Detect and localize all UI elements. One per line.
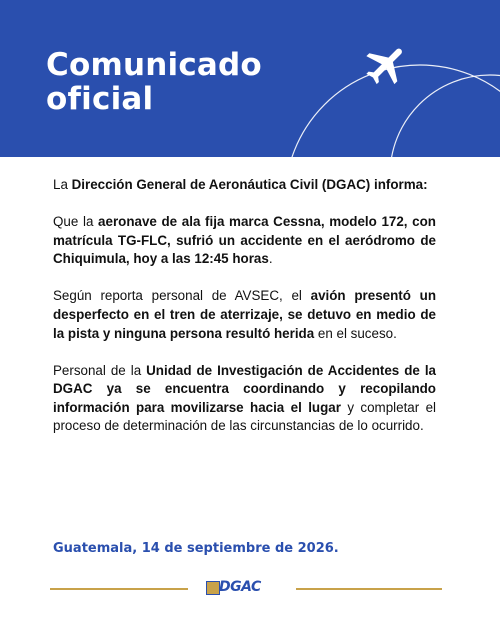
paragraph-intro bbox=[53, 176, 436, 195]
p4-end: y completar el proceso de determinación de las circunstancias de lo ocurrido. bbox=[53, 399, 437, 434]
p3-bold: avión presentó un desperfecto en el tren de aterrizaje, se detuvo en medio de la pista y ninguna persona resultó herida bbox=[53, 288, 436, 341]
airplane-icon bbox=[362, 40, 412, 90]
paragraph-aircraft bbox=[53, 213, 436, 269]
title-line-2: oficial bbox=[46, 81, 154, 117]
title-line-1: Comunicado bbox=[46, 47, 262, 83]
logo-text: DGAC bbox=[219, 579, 261, 595]
page-title bbox=[46, 48, 262, 116]
p2-text: Que la bbox=[53, 214, 99, 230]
footer-rule-left bbox=[50, 588, 188, 590]
p1-bold: Dirección General de Aeronáutica Civil (DGAC) informa: bbox=[71, 177, 428, 192]
p3-end: en el suceso. bbox=[314, 325, 397, 341]
p4-text: Personal de la bbox=[53, 362, 147, 378]
dgac-logo bbox=[206, 580, 278, 598]
p1-text: La bbox=[53, 177, 72, 192]
footer-rule-right bbox=[296, 588, 442, 590]
date-line: Guatemala, 14 de septiembre de 2026. bbox=[53, 541, 339, 556]
paragraph-investigation bbox=[53, 362, 436, 436]
logo-mark bbox=[206, 581, 220, 595]
paragraph-avsec bbox=[53, 287, 436, 343]
statement-body bbox=[53, 176, 436, 455]
p2-end: . bbox=[268, 251, 273, 267]
p4-bold: Unidad de Investigación de Accidentes de la DGAC ya se encuentra coordinando y recopilando información para movilizarse hacia el lugar bbox=[53, 362, 436, 415]
header-banner bbox=[0, 0, 500, 157]
p3-text: Según reporta personal de AVSEC, el bbox=[53, 288, 311, 304]
p2-bold: aeronave de ala fija marca Cessna, modelo 172, con matrícula TG-FLC, sufrió un accidente en el aeródromo de Chiquimula, hoy a las 12:45 horas bbox=[53, 214, 436, 267]
